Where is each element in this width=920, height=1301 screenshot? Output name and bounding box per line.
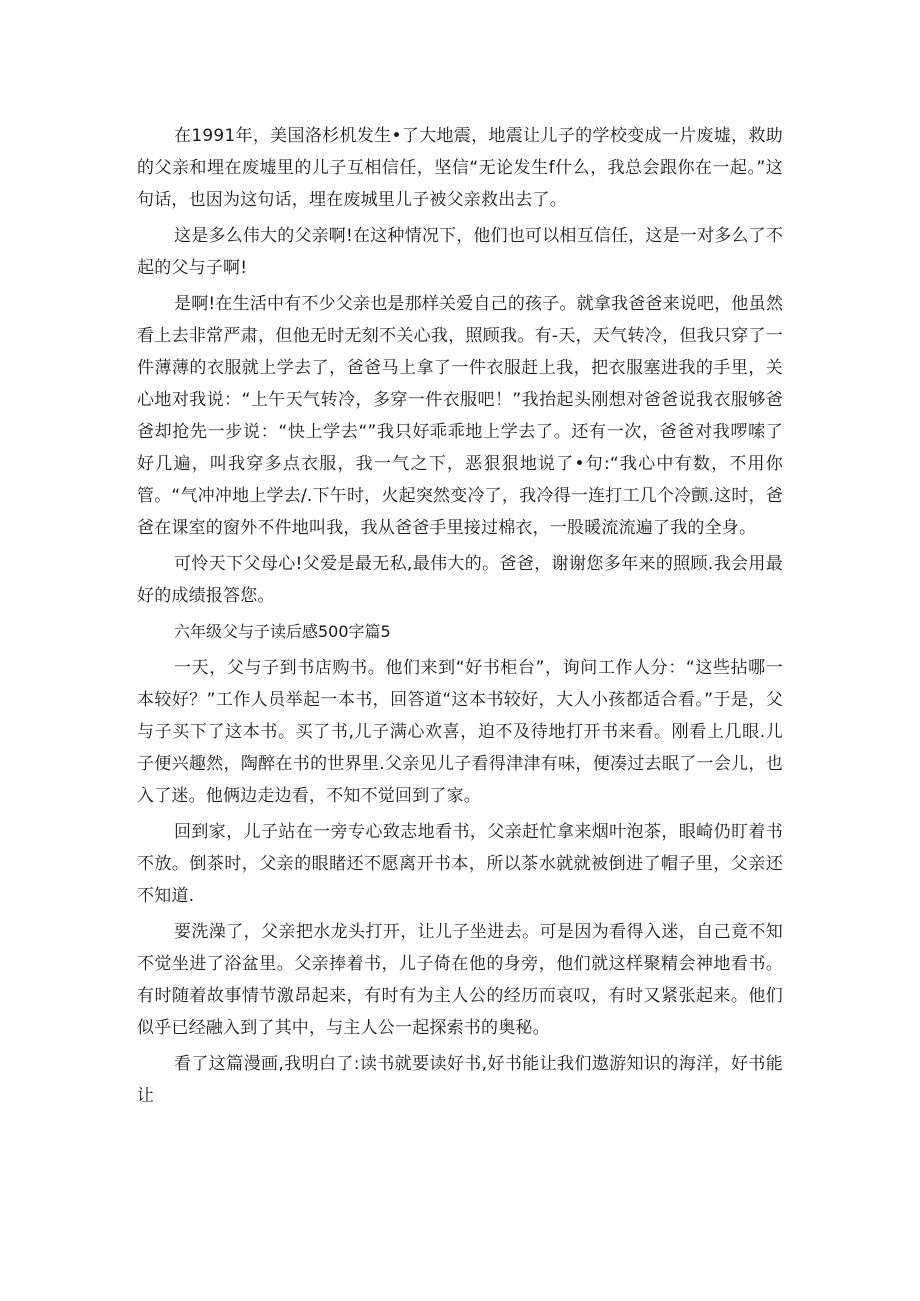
paragraph-my-father: 是啊!在生活中有不少父亲也是那样关爱自己的孩子。就拿我爸爸来说吧，他虽然看上去非常严肃，但他无时无刻不关心我，照顾我。有-天，天气转冷，但我只穿了一件薄薄的衣服就上学去了，爸爸马上拿了一件衣服赶上我，把衣服塞进我的手里，关心地对我说：“上午天气转冷，多穿一件衣服吧！”我抬起头刚想对爸爸说我衣服够爸爸却抢先一步说：“快上学去“”我只好乖乖地上学去了。还有一次，爸爸对我啰嗦了好几遍，叫我穿多点衣服，我一气之下，恶狠狠地说了•句:“我心中有数，不用你管。“气冲冲地上学去/.下午时，火起突然变冷了，我冷得一连打工几个冷颤.这时，爸爸在课室的窗外不件地叫我，我从爸爸手里接过棉衣，一股暖流流遍了我的全身。 (137, 294, 784, 538)
paragraph-gratitude: 可怜天下父母心!父爱是最无私,最伟大的。爸爸，谢谢您多年来的照顾.我会用最好的成绩报答您。 (137, 554, 783, 606)
paragraph-great-father: 这是多么伟大的父亲啊!在这种情况下，他们也可以相互信任，这是一对多么了不起的父与子啊! (137, 226, 784, 278)
document-body (137, 120, 783, 1116)
paragraph-earthquake: 在1991年，美国洛杉机发生•了大地震，地震让儿子的学校变成一片废墟，救助的父亲和埋在废墟里的儿子互相信任，坚信“无论发生f什么，我总会跟你在一起。”这句话，也因为这句话，埋在废城里儿子被父亲救出去了。 (137, 126, 783, 210)
paragraph-at-home: 回到家，儿子站在一旁专心致志地看书，父亲赶忙拿来烟叶泡茶，眼崎仍盯着书不放。倒茶时，父亲的眼睹还不愿离开书本，所以茶水就就被倒进了帽子里，父亲还不知道. (137, 822, 783, 906)
paragraph-bookstore: 一天，父与子到书店购书。他们来到“好书柜台”，询问工作人分：“这些拈哪一本较好？”工作人员举起一本书，回答道“这本书较好，大人小孩都适合看。”于是，父与子买下了这本书。买了书,儿子满心欢喜，迫不及待地打开书来看。刚看上几眼.儿子便兴趣然，陶醉在书的世界里.父亲见儿子看得津津有味，便凑过去眠了一会儿，也入了迷。他俩边走边看，不知不觉回到了家。 (137, 658, 783, 806)
section-title: 六年级父与子读后感500字篇5 (174, 622, 391, 641)
paragraph-bath: 要洗澡了，父亲把水龙头打开，让儿子坐进去。可是因为看得入迷，自己竟不知不觉坐进了浴盆里。父亲捧着书，儿子倚在他的身旁，他们就这样聚精会神地看书。有时随着故事情节激昂起来，有时有为主人公的经历而哀叹，有时又紧张起来。他们似乎已经融入到了其中，与主人公一起探索书的奥秘。 (137, 922, 783, 1038)
paragraph-conclusion: 看了这篇漫画,我明白了:读书就要读好书,好书能让我们遨游知识的海洋，好书能让 (137, 1054, 783, 1106)
